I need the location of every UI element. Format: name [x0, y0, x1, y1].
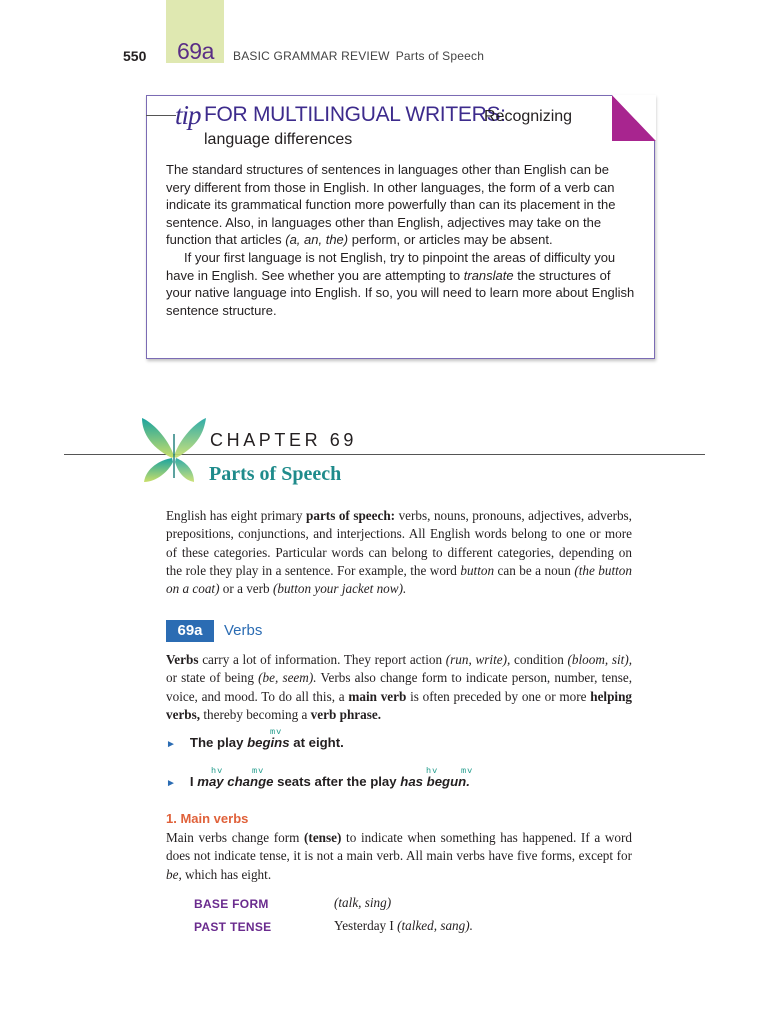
text-bold: (tense) — [304, 830, 342, 845]
text: verbs, nouns, pronouns, adjectives, adverbs, prepositions, conjunctions, and interjections. All English words belong to one or more of these categories. Particular words can belong to different categories, depending on the role they play in a sentence. For example, the word — [166, 508, 632, 578]
text-em: (bloom, sit), — [567, 652, 633, 667]
corner-fold-icon — [612, 95, 656, 141]
section-number: 69a — [177, 38, 214, 64]
paragraph — [166, 829, 632, 884]
text-em: (a, an, the) — [285, 232, 349, 248]
text-bold: main verb — [348, 688, 407, 704]
text-bold: parts of speech: — [306, 508, 396, 523]
text-em: has begun. — [400, 774, 470, 789]
text: Verbs also change form to indicate person, number, tense, voice, and mood. To do all this, a — [166, 670, 633, 704]
tip-rule — [146, 115, 176, 116]
text-em: may change — [197, 774, 274, 789]
text: or state of being — [166, 670, 259, 686]
main-verbs-paragraph — [166, 829, 632, 884]
tip-subtitle-2: language differences — [204, 131, 353, 148]
page-number: 550 — [123, 48, 147, 64]
running-subtitle: Parts of Speech — [395, 49, 485, 63]
intro-paragraph — [166, 507, 632, 598]
text-bold: Verbs — [166, 652, 199, 667]
text: seats after the play — [273, 774, 401, 789]
text: perform, or articles may be absent. — [348, 232, 553, 248]
text: the structures of your native language into English. If so, you will need to learn more about English sentence structure. — [166, 267, 635, 318]
running-header — [233, 49, 484, 63]
text-bold: helping verbs, — [166, 688, 633, 722]
text: condition — [510, 652, 568, 667]
text: Yesterday I — [334, 918, 398, 933]
text-em: be, — [166, 866, 182, 882]
section-title: Verbs — [224, 622, 263, 639]
text: or a verb — [219, 581, 273, 597]
tip-paragraph — [166, 249, 636, 319]
example-sentence — [166, 774, 470, 789]
tip-label: tip — [175, 100, 201, 130]
paragraph — [166, 651, 632, 724]
butterfly-icon — [138, 416, 210, 486]
paragraph — [166, 507, 632, 598]
example-sentence — [166, 735, 344, 750]
text-em: (the button on a coat) — [166, 562, 632, 597]
verb-tag: hv — [211, 766, 224, 776]
tip-paragraph — [166, 161, 636, 249]
tip-subtitle: Recognizing — [484, 108, 573, 125]
text: which has eight. — [181, 866, 272, 882]
text-em: (button your jacket now). — [272, 581, 407, 597]
text: I — [189, 774, 198, 789]
text-em: (talked, sang). — [397, 918, 473, 933]
form-value — [334, 895, 391, 911]
text-em: button — [460, 562, 495, 578]
form-label: PAST TENSE — [194, 920, 272, 934]
chapter-label: CHAPTER 69 — [210, 430, 358, 450]
text-em: (run, write), — [445, 652, 511, 667]
text: thereby becoming a — [200, 706, 311, 722]
subsection-title: 1. Main verbs — [166, 811, 249, 826]
text: to indicate when something has happened. If a word does not indicate tense, it is not a main verb. All main verbs have five forms, except for — [166, 830, 632, 864]
verb-tag: hv — [426, 766, 439, 776]
text-bold: verb phrase. — [310, 706, 382, 722]
text: English has eight primary — [166, 508, 307, 523]
text: is often preceded by one or more — [406, 688, 591, 704]
bullet-arrow-icon: ► — [166, 739, 176, 750]
verb-tag: mv — [461, 766, 474, 776]
text: can be a noun — [494, 562, 575, 578]
text: Main verbs change form — [166, 830, 305, 845]
text: If your first language is not English, try to pinpoint the areas of difficulty you have in English. See whether you are attempting to — [166, 249, 616, 283]
form-label: BASE FORM — [194, 897, 269, 911]
tip-body — [166, 161, 636, 319]
verbs-paragraph — [166, 651, 632, 724]
text-em: begins — [247, 735, 290, 750]
text: carry a lot of information. They report action — [198, 652, 446, 667]
text-em: translate — [463, 267, 514, 283]
bullet-arrow-icon: ► — [166, 778, 176, 789]
section-badge: 69a — [166, 620, 214, 642]
text: The standard structures of sentences in languages other than English can be very different from those in English. In other languages, the form of a verb can indicate its grammatical function more powerfully than can its placement in the sentence. Also, in languages other than English, adjectives may take on the function that articles — [166, 162, 616, 248]
form-value — [334, 918, 473, 934]
verb-tag: mv — [270, 727, 283, 737]
tip-title: FOR MULTILINGUAL WRITERS: — [204, 103, 506, 126]
text-em: (talk, sing) — [334, 895, 392, 910]
running-title: BASIC GRAMMAR REVIEW — [233, 49, 390, 63]
verb-tag: mv — [252, 766, 265, 776]
text-em: (be, seem). — [258, 670, 317, 686]
text: The play — [189, 735, 248, 750]
chapter-title: Parts of Speech — [209, 463, 342, 485]
text: at eight. — [289, 735, 344, 750]
